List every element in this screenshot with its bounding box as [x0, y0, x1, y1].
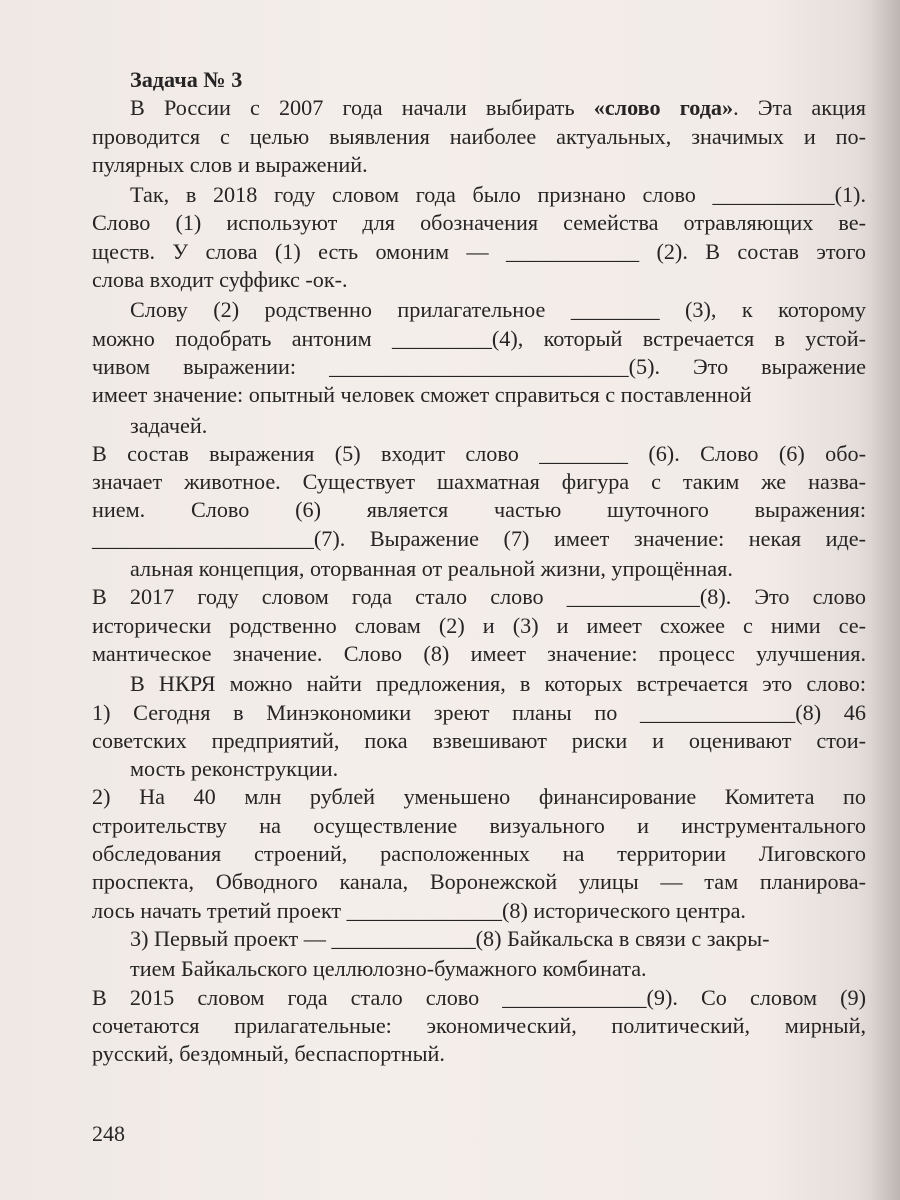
text-segment: 1) Сегодня в Минэкономики зреют планы по	[92, 699, 640, 725]
text-line	[92, 812, 866, 840]
text-segment: нием. Слово (6) является частью шуточного выражения:	[92, 497, 866, 523]
text-line	[92, 296, 866, 324]
answer-blank: ____________________	[92, 525, 314, 551]
document-page	[92, 66, 866, 1068]
task-text	[92, 94, 866, 1068]
text-segment: Так, в 2018 году словом года было признано слово	[130, 182, 713, 208]
text-segment: (4), который встречается в устой-	[491, 325, 866, 351]
bold-term: «слово года»	[593, 95, 734, 121]
text-segment: строительству на осуществление визуального и инструментального	[92, 812, 866, 838]
page-number: 248	[92, 1121, 125, 1146]
page-edge-shadow	[870, 0, 900, 1200]
text-line	[92, 1040, 866, 1068]
text-segment: чивом выражении:	[92, 353, 330, 379]
text-line	[92, 583, 866, 611]
text-segment: проспекта, Обводного канала, Воронежской улицы — там планирова-	[92, 869, 866, 895]
text-segment: мость реконструкции.	[130, 756, 339, 782]
text-line	[92, 209, 866, 237]
text-segment: проводится с целью выявления наиболее актуальных, значимых и по-	[92, 123, 866, 149]
text-segment: русский, бездомный, беспаспортный.	[92, 1041, 445, 1067]
text-segment: мантическое значение. Слово (8) имеет значение: процесс улучшения.	[92, 640, 866, 666]
text-line	[92, 670, 866, 698]
text-line	[92, 94, 866, 122]
text-line	[92, 238, 866, 266]
text-segment: задачей.	[130, 412, 208, 438]
text-line	[92, 266, 866, 294]
text-segment: (9). Со словом (9)	[646, 984, 866, 1010]
text-segment: (1).	[834, 182, 866, 208]
text-segment: исторически родственно словам (2) и (3) и имеет схожее с ними се-	[92, 612, 866, 638]
answer-blank: ____________	[566, 584, 700, 610]
text-segment: обследования строений, расположенных на территории Лиговского	[92, 841, 866, 867]
text-line	[92, 925, 866, 953]
text-segment: (8) исторического центра.	[501, 897, 746, 923]
text-segment: Слову (2) родственно прилагательное	[130, 297, 571, 323]
text-line	[92, 123, 866, 151]
answer-blank: ________	[539, 440, 628, 466]
text-line	[92, 440, 866, 468]
text-segment: В России с 2007 года начали выбирать	[130, 95, 594, 121]
text-segment: В состав выражения (5) входит слово	[92, 440, 540, 466]
text-line	[92, 412, 866, 440]
text-segment: (8) Байкальска в связи с закры-	[475, 925, 770, 951]
text-line	[92, 381, 866, 409]
text-segment: 2) На 40 млн рублей уменьшено финансирование Комитета по	[92, 784, 866, 810]
text-segment: советских предприятий, пока взвешивают риски и оценивают стои-	[92, 727, 866, 753]
text-line	[92, 840, 866, 868]
text-segment: (5). Это выражение	[628, 353, 866, 379]
text-segment: (2). В состав этого	[639, 238, 866, 264]
text-segment: (3), к которому	[659, 297, 866, 323]
text-segment: В НКРЯ можно найти предложения, в которых встречается это слово:	[130, 671, 866, 697]
text-line	[92, 468, 866, 496]
answer-blank: ______________	[639, 699, 796, 725]
text-line	[92, 699, 866, 727]
text-segment: ществ. У слова (1) есть омоним —	[92, 238, 506, 264]
text-line	[92, 353, 866, 381]
text-segment: Слово (1) используют для обозначения семейства отравляющих ве-	[92, 210, 866, 236]
task-title: Задача № 3	[130, 67, 243, 92]
text-segment: лось начать третий проект	[92, 897, 347, 923]
text-segment: можно подобрать антоним	[92, 325, 393, 351]
text-line	[92, 868, 866, 896]
text-line	[92, 325, 866, 353]
text-line	[92, 984, 866, 1012]
answer-blank: ________	[570, 297, 660, 323]
text-line	[92, 955, 866, 983]
text-line	[92, 612, 866, 640]
text-line	[92, 640, 866, 668]
text-segment: (6). Слово (6) обо-	[627, 440, 866, 466]
text-segment: В 2017 году словом года стало слово	[92, 584, 567, 610]
text-segment: слова входит суффикс -ок-.	[92, 267, 348, 293]
text-line	[92, 727, 866, 755]
answer-blank: _________	[392, 325, 492, 351]
text-line	[92, 151, 866, 179]
text-line	[92, 555, 866, 583]
answer-blank: ______________	[346, 897, 502, 923]
answer-blank: _____________	[502, 984, 647, 1010]
text-segment: сочетаются прилагательные: экономический, политический, мирный,	[92, 1012, 866, 1038]
text-line	[92, 181, 866, 209]
answer-blank: ____________	[505, 238, 640, 264]
text-segment: (8) 46	[795, 699, 866, 725]
text-line	[92, 783, 866, 811]
text-segment: альная концепция, оторванная от реальной жизни, упрощённая.	[130, 556, 733, 582]
text-segment: тием Байкальского целлюлозно-бумажного комбината.	[130, 956, 647, 982]
text-line	[92, 525, 866, 553]
answer-blank: _____________	[331, 925, 476, 951]
text-segment: 3) Первый проект —	[130, 925, 332, 951]
text-segment: (8). Это слово	[699, 584, 867, 610]
text-segment: пулярных слов и выражений.	[92, 151, 368, 177]
text-segment: В 2015 словом года стало слово	[92, 984, 503, 1010]
text-line	[92, 1012, 866, 1040]
text-segment: . Эта акция	[733, 95, 866, 121]
text-line	[92, 755, 866, 783]
text-segment: имеет значение: опытный человек сможет справиться с поставленной	[92, 382, 752, 408]
answer-blank: ___________	[712, 182, 835, 208]
text-line	[92, 897, 866, 925]
text-segment: значает животное. Существует шахматная фигура с таким же назва-	[92, 469, 866, 495]
text-segment: (7). Выражение (7) имеет значение: некая иде-	[313, 525, 866, 551]
answer-blank: ___________________________	[329, 353, 629, 379]
text-line	[92, 496, 866, 524]
